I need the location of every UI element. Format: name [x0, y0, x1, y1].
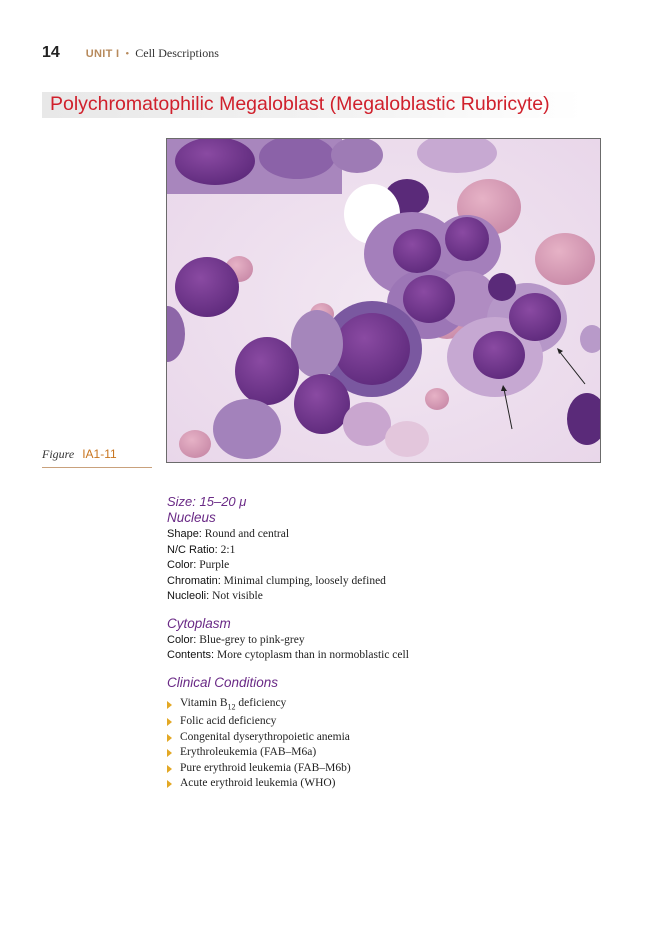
nucleus-chromatin — [167, 574, 597, 590]
unit-label: UNIT I — [85, 48, 120, 60]
cytoplasm-contents — [167, 648, 597, 664]
nucleus-color — [167, 558, 597, 574]
bullet-icon — [167, 718, 172, 726]
list-item — [167, 696, 597, 715]
condition-text: Erythroleukemia (FAB–M6a) — [180, 746, 317, 759]
cytoplasm-color — [167, 633, 597, 649]
cytoplasm-color-value: Blue-grey to pink-grey — [199, 633, 305, 646]
condition-b12: Vitamin $B_{12}$ deficiency — [180, 696, 287, 711]
page-title: Polychromatophilic Megaloblast (Megaloblastic Rubricyte) — [50, 93, 550, 115]
running-header — [42, 44, 219, 62]
figure-word: Figure — [42, 447, 75, 461]
condition-text: Pure erythroid leukemia (FAB–M6b) — [180, 761, 351, 774]
nucleus-heading: Nucleus — [167, 510, 216, 525]
bullet-icon — [167, 780, 172, 788]
bullet-icon — [167, 749, 172, 757]
nucleus-nucleoli — [167, 589, 597, 605]
clinical-list — [167, 696, 597, 792]
nucleus-shape — [167, 527, 597, 543]
list-item — [167, 730, 597, 746]
section-title: Cell Descriptions — [135, 46, 219, 60]
figure-label — [42, 445, 152, 468]
nucleoli-label: Nucleoli: — [167, 590, 210, 602]
condition-text: Acute erythroid leukemia (WHO) — [180, 777, 336, 790]
condition-text: Congenital dyserythropoietic anemia — [180, 730, 350, 743]
nucleus-shape-label: Shape: — [167, 528, 202, 540]
bullet-icon — [167, 765, 172, 773]
cytoplasm-color-label: Color: — [167, 633, 197, 646]
condition-text: Folic acid deficiency — [180, 715, 277, 728]
cell-size: Size: 15–20 μ — [167, 494, 247, 509]
nc-ratio-label: N/C Ratio: — [167, 543, 218, 556]
nc-ratio-value: 2:1 — [220, 543, 236, 556]
contents-label: Contents: — [167, 649, 215, 661]
figure-number: IA1-11 — [82, 447, 117, 461]
cytoplasm-heading: Cytoplasm — [167, 615, 231, 631]
bullet-icon — [167, 701, 172, 709]
page-number: 14 — [42, 44, 60, 61]
header-separator: • — [125, 48, 130, 60]
list-item — [167, 714, 597, 730]
list-item — [167, 761, 597, 777]
list-item — [167, 745, 597, 761]
nucleus-color-label: Color: — [167, 559, 197, 571]
clinical-heading: Clinical Conditions — [167, 674, 279, 690]
chromatin-value: Minimal clumping, loosely defined — [223, 574, 386, 587]
nucleus-shape-value: Round and central — [204, 528, 290, 540]
bullet-icon — [167, 734, 172, 742]
chromatin-label: Chromatin: — [167, 574, 221, 587]
micrograph-image — [166, 138, 601, 463]
nucleus-color-value: Purple — [199, 559, 230, 571]
nucleus-nc-ratio — [167, 543, 597, 559]
cell-description — [167, 494, 597, 792]
contents-value: More cytoplasm than in normoblastic cell — [216, 649, 409, 661]
list-item — [167, 776, 597, 792]
nucleoli-value: Not visible — [212, 590, 263, 602]
